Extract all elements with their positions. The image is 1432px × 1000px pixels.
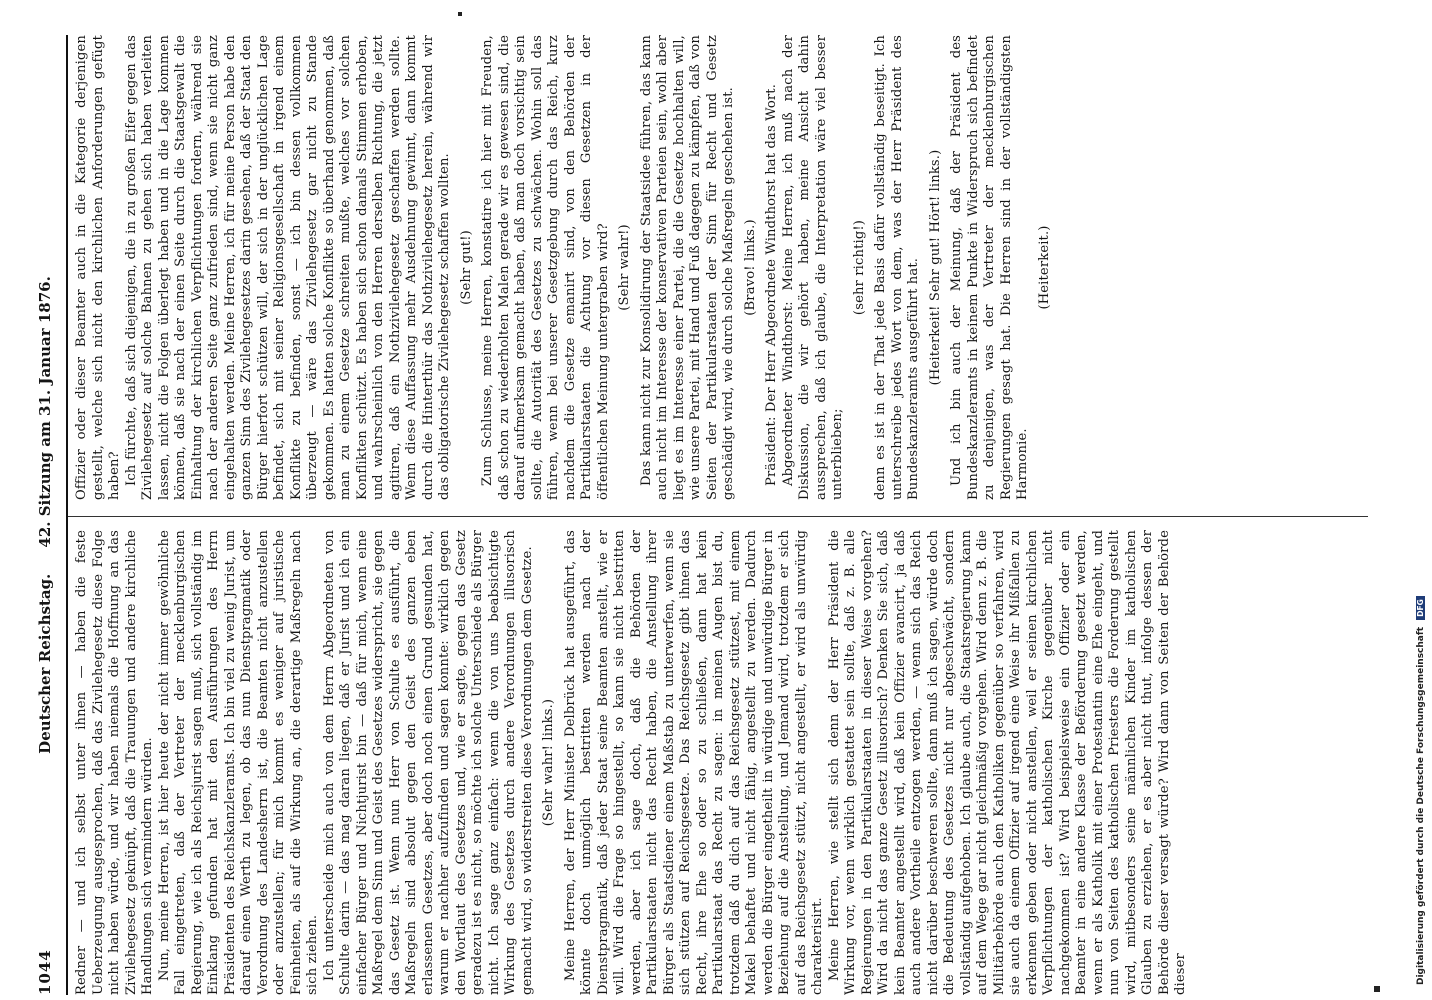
paragraph: Ich fürchte, daß sich diejenigen, die in zu großen Eifer gegen das Zivilehegesetz auf solche Bahnen zu gehen sich haben verleiten lassen, nicht die Folgen überlegt haben und in die Lage kommen können, daß sie nach der einen Seite durch die Staatsgewalt die Einhaltung der kirchlichen Verpflichtungen fordern, während sie nach der anderen Seite ganz zufrieden sind, wenn sie nicht ganz eingehalten werden. Meine Herren, ich für meine Person habe den ganzen Sinn des Zivilehegesetzes darin gesehen, daß der Staat den Bürger hierfort schützen will, der sich in der unglücklichen Lage befindet, sich mit seiner Religionsgesellschaft in irgend einem Konflikte zu befinden, sonst — ich bin dessen vollkommen überzeugt — wäre das Zivilehegesetz gar nicht zu Stande gekommen. Es hatten solche Konflikte so überhand genommen, daß man zu einem Gesetze schreiten mußte, welches vor solchen Konflikten schützt. Es haben sich schon damals Stimmen erhoben, und wahrscheinlich von den Herren derselben Richtung, die jetzt agitiren, daß ein Nothzivilehegesetz geschaffen werden sollte. Wenn diese Auffassung mehr Ausdehnung gewinnt, dann kommt durch die Hinterthür das Nothzivilehegesetz herein, während wir das obligatorische Zivilehegesetz schaffen wollten. <box>123 35 452 500</box>
interjection: (Heiterkeit! Sehr gut! Hört! links.) <box>927 149 943 386</box>
interjection: (Heiterkeit.) <box>1036 225 1052 310</box>
interjection: (Sehr gut!) <box>458 230 474 305</box>
credit-text: Digitalisierung gefördert durch die Deutsche Forschungsgemeinschaft <box>1416 626 1426 985</box>
right-column <box>74 35 1058 500</box>
dfg-logo: DFG <box>1416 596 1425 620</box>
paragraph: Abgeordneter Windthorst: Meine Herren, ich muß nach der Diskussion, die wir gehört haben, meine Ansicht dahin aussprechen, daß ich glaube, die Interpretation wäre viel besser unterblieben; <box>780 35 845 500</box>
paragraph: denn es ist in der That jede Basis dafür vollständig beseitigt. Ich unterschreibe jedes Wort von dem, was der Herr Präsident des Bundeskanzleramts ausgeführt hat. <box>873 35 921 500</box>
page-number: 1044 <box>36 949 54 995</box>
header-title <box>36 35 54 995</box>
paragraph: Offizier oder dieser Beamter auch in die Kategorie derjenigen gestellt, welche sich nicht den kirchlichen Anforderungen gefügt haben? <box>74 35 122 500</box>
session-title: 42. Sitzung am 31. Januar 1876. <box>36 276 54 548</box>
interjection: (sehr richtig!) <box>851 219 867 316</box>
rotated-page-content <box>16 5 1416 995</box>
interjection: (Sehr wahr!) <box>617 224 632 311</box>
paragraph: Nun, meine Herren, ist hier heute der nicht immer gewöhnliche Fall eingetreten, daß der Vertreter der mecklenburgischen Regierung, wie ich als Reichsjurist sagen muß, sich vollständig im Einklang gefunden hat mit den Ausführungen des Herrn Präsidenten des Reichskanzleramts. Ich bin viel zu wenig Jurist, um darauf einen Werth zu legen, ob das nun Dienstpragmatik oder Verordnung des Landesherrn ist, die Beamten nicht anzustellen oder anzustellen; für mich kommt es weniger auf juristische Feinheiten, als auf die Wirkung an, die derartige Maßregeln nach sich ziehen. <box>156 530 320 995</box>
publication-name: Deutscher Reichstag. <box>36 573 54 754</box>
paragraph: Meine Herren, der Herr Minister Delbrück hat ausgeführt, das könnte doch unmöglich bestritten werden nach der Dienstpragmatik, daß jeder Staat seine Beamten anstellt, wie er will. Wird die Frage so hingestellt, so kann sie nicht bestritten werden, aber ich sage doch, daß die Behörden der Partikularstaaten nicht das Recht haben, die Anstellung ihrer Bürger als Staatsdiener einem Maßstab zu unterwerfen, wenn sie sich stützen auf Reichsgesetze. Das Reichsgesetz gibt ihnen das Recht, ihre Ehe so oder so zu schließen, dann hat kein Partikularstaat das Recht zu sagen: in meinen Augen bist du, trotzdem daß du dich auf das Reichsgesetz stützest, mit einem Makel behaftet und nicht fähig, angestellt zu werden. Dadurch werden die Bürger eingetheilt in würdige und unwürdige Bürger in Beziehung auf die Anstellung, und Jemand wird, trotzdem er sich auf das Reichsgesetz stützt, nicht angestellt, er wird als unwürdig charakterisirt. <box>562 530 825 995</box>
scan-speck <box>1374 986 1380 992</box>
paragraph: Redner — und ich selbst unter ihnen — haben die feste Ueberzeugung ausgesprochen, daß das Zivilehegesetz diese Folge nicht haben würde, und wir haben niemals die Hoffnung an das Zivilehegesetz geknüpft, daß die Trauungen und andere kirchliche Handlungen sich vermindern würden. <box>74 530 155 995</box>
column-divider <box>68 516 1368 517</box>
left-column <box>74 530 1190 995</box>
running-header <box>36 35 60 995</box>
interjection: (Sehr wahr! links.) <box>541 698 556 827</box>
paragraph: Ich unterscheide mich auch von dem Herrn Abgeordneten von Schulte darin — das mag daran liegen, daß er Jurist und ich ein einfacher Bürger und Nichtjurist bin — daß für mich, wenn eine Maßregel dem Sinn und Geist des Gesetzes widerspricht, sie gegen das Gesetz ist. Wenn nun Herr von Schulte es ausführt, die Maßregeln sind absolut gegen den Geist des ganzen eben erlassenen Gesetzes, aber doch noch einen Grund gesunden hat, warum er nachher aufzufinden und sagen konnte: wirklich gegen den Wortlaut des Gesetzes und, wie er sagte, gegen das Gesetz geradezu ist es nicht, so möchte ich solche Unterschiede als Bürger nicht. Ich sage ganz einfach: wenn die von uns beabsichtigte Wirkung des Gesetzes durch andere Verordnungen illusorisch gemacht wird, so widerstreiten diese Verordnungen dem Gesetze. <box>321 530 535 995</box>
paragraph: Meine Herren, wie stellt sich denn der Herr Präsident die Wirkung vor, wenn wirklich gestattet sein sollte, daß z. B. alle Regierungen in den Partikularstaaten in dieser Weise vorgehen? Wird da nicht das ganze Gesetz illusorisch? Denken Sie sich, daß kein Beamter angestellt wird, daß kein Offizier avancirt, ja daß auch andere Vortheile entzogen werden, — wenn sich das Reich nicht darüber beschweren sollte, dann muß ich sagen, würde doch die Bedeutung des Gesetzes nicht nur abgeschwächt, sondern vollständig aufgehoben. Ich glaube auch, die Staatsregierung kann auf dem Wege gar nicht gleichmäßig vorgehen. Wird denn z. B. die Militärbehörde auch den Katholiken gegenüber so verfahren, wird sie auch da einem Offizier auf irgend eine Weise ihr Mißfallen zu erkennen geben oder nicht anstellen, weil er seinen kirchlichen Verpflichtungen der katholischen Kirche gegenüber nicht nachgekommen ist? Wird beispielsweise ein Offizier oder ein Beamter in eine andere Klasse der Beförderung gesetzt werden, wenn er als Katholik mit einer Protestantin eine Ehe eingeht, und nun von Seiten des katholischen Priesters die Forderung gestellt wird, mitbesonders seine männlichen Kinder im katholischen Glauben zu erziehen, er es aber nicht thut, infolge dessen der Behörde dieser versagt würde? Wird dann von Seiten der Behörde dieser <box>826 530 1188 995</box>
interjection: (Bravo! links.) <box>742 219 758 316</box>
paragraph: Und ich bin auch der Meinung, daß der Präsident des Bundeskanzleramts in keinem Punkte in Widerspruch sich befindet zu denjenigen, was der Vertreter der mecklenburgischen Regierungen gesagt hat. Die Herren sind in der vollständigsten Harmonie. <box>949 35 1030 500</box>
paragraph: Das kann nicht zur Konsolidirung der Staatsidee führen, das kann auch nicht im Interesse der konservativen Parteien sein, wohl aber liegt es im Interesse einer Partei, die die Gesetze hochhalten will, wie unsere Partei, mit Hand und Fuß dagegen zu kämpfen, daß von Seiten der Partikularstaaten der Sinn für Recht und Gesetz geschädigt wird, wie durch solche Maßregeln geschehen ist. <box>638 35 736 500</box>
header-rule <box>66 35 68 995</box>
scan-speck <box>458 12 462 16</box>
paragraph: Zum Schlusse, meine Herren, konstatire ich hier mit Freuden, daß schon zu wiederholten Malen gerade wir es gewesen sind, die darauf aufmerksam gemacht haben, daß man doch vorsichtig sein sollte, die Autorität des Gesetzes zu schwächen. Wohin soll das führen, wenn bei unserer Gesetzgebung durch das Reich, kurz nachdem die Gesetze emanirt sind, von den Behörden der Partikularstaaten die Achtung vor diesen Gesetzen in der öffentlichen Meinung untergraben wird? <box>480 35 611 500</box>
paragraph: Präsident: Der Herr Abgeordnete Windthorst hat das Wort. <box>764 83 779 486</box>
